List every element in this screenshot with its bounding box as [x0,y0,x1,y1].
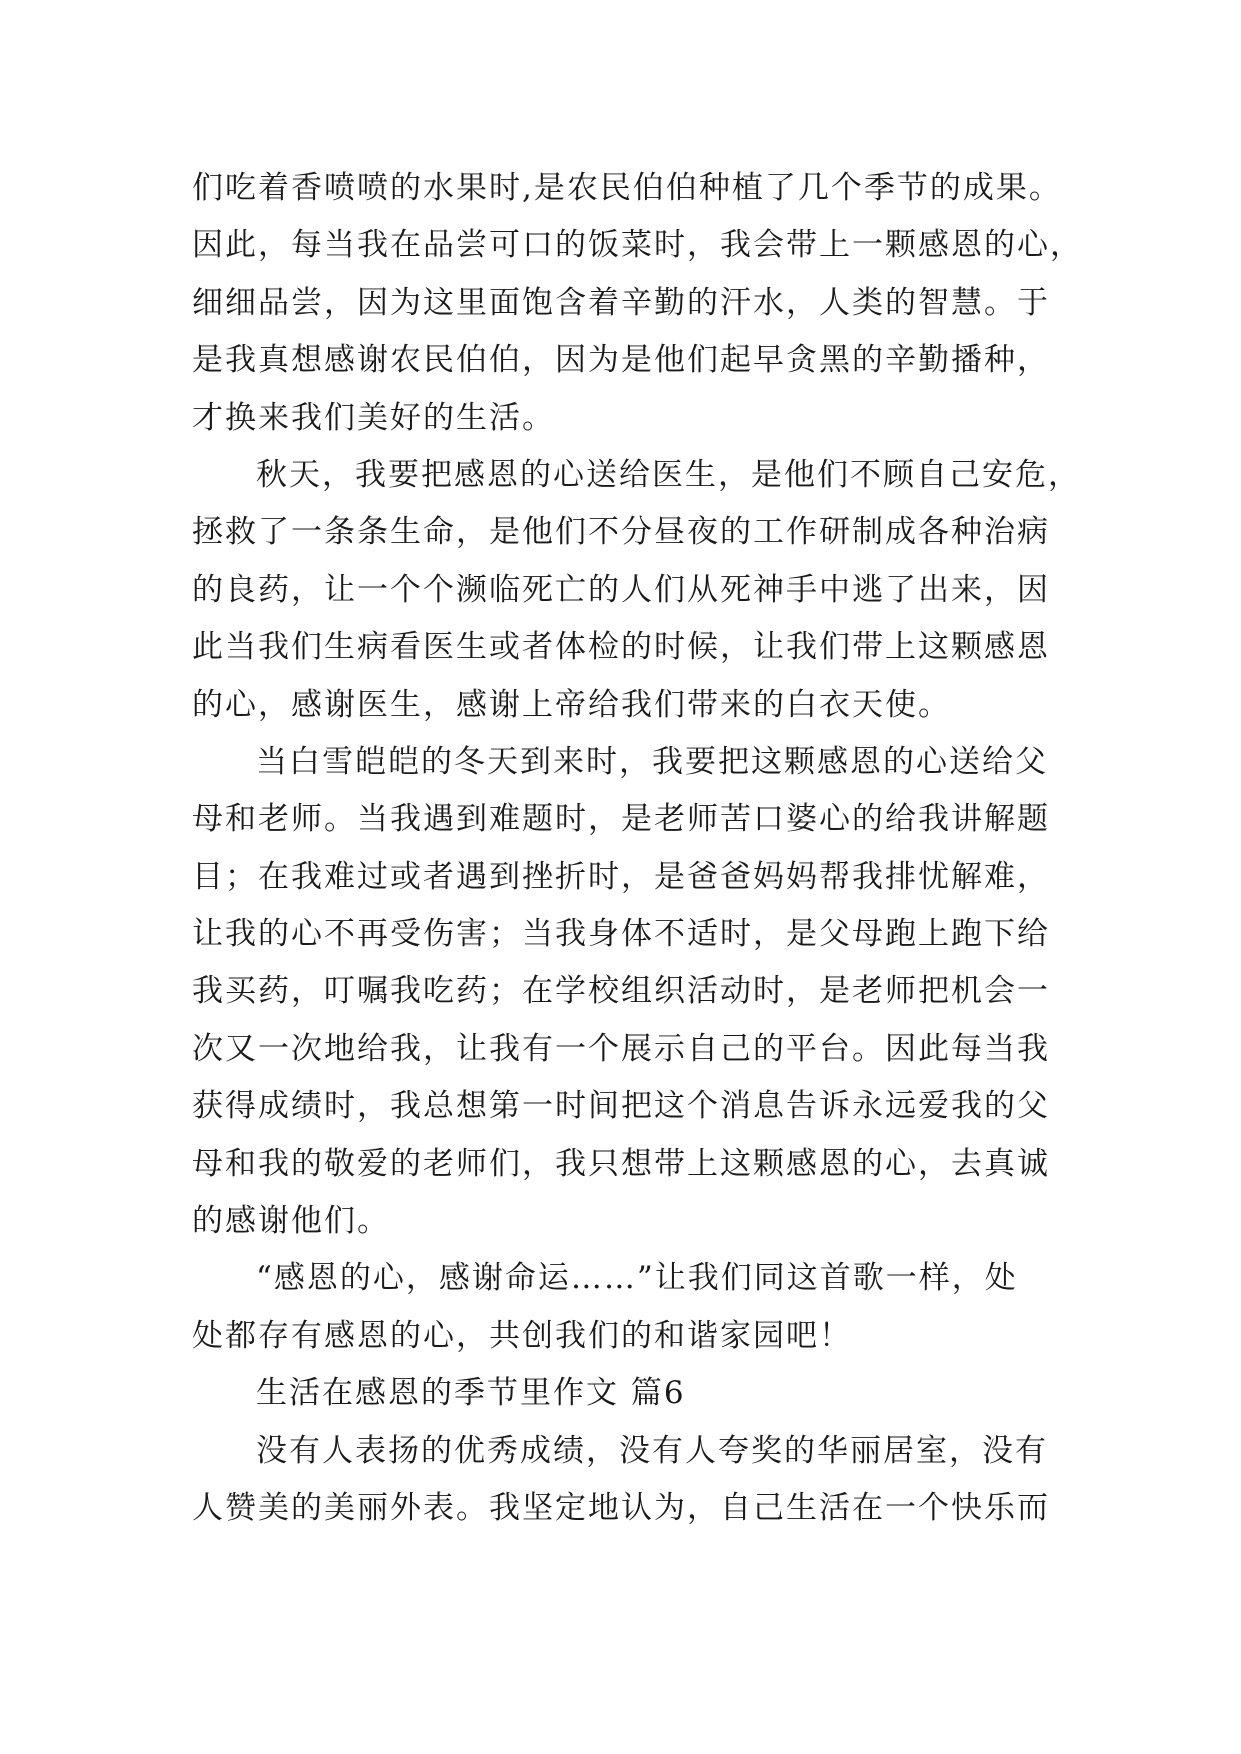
paragraph-first-line: 当白雪皑皑的冬天到来时，我要把这颗感恩的心送给父 [256,743,1048,780]
text-line: 人赞美的美丽外表。我坚定地认为，自己生活在一个快乐而 [192,1489,1050,1526]
text-line: 目；在我难过或者遇到挫折时，是爸爸妈妈帮我排忧解难， [192,858,1050,895]
text-line: 才换来我们美好的生活。 [192,399,555,436]
text-line: 获得成绩时，我总想第一时间把这个消息告诉永远爱我的父 [192,1088,1050,1125]
text-line: 我买药，叮嘱我吃药；在学校组织活动时，是老师把机会一 [192,973,1050,1010]
text-line: 的心，感谢医生，感谢上帝给我们带来的白衣天使。 [192,686,951,723]
text-line: 母和我的敬爱的老师们，我只想带上这颗感恩的心，去真诚 [192,1145,1050,1182]
text-line: 因此，每当我在品尝可口的饭菜时，我会带上一颗感恩的心， [192,227,1083,264]
paragraph-first-line: 没有人表扬的优秀成绩，没有人夸奖的华丽居室，没有 [256,1432,1048,1469]
text-line: 是我真想感谢农民伯伯，因为是他们起早贪黑的辛勤播种， [192,342,1050,379]
text-line: 处都存有感恩的心，共创我们的和谐家园吧！ [192,1317,852,1354]
text-line: 让我的心不再受伤害；当我身体不适时，是父母跑上跑下给 [192,916,1050,953]
section-heading: 生活在感恩的季节里作文 篇6 [256,1375,686,1412]
text-line: 的良药，让一个个濒临死亡的人们从死神手中逃了出来，因 [192,571,1050,608]
essay-body [192,160,1083,1537]
text-line: 的感谢他们。 [192,1203,390,1240]
paragraph-first-line: 秋天，我要把感恩的心送给医生，是他们不顾自己安危， [256,456,1081,493]
text-line: 拯救了一条条生命，是他们不分昼夜的工作研制成各种治病 [192,514,1050,551]
text-line: 次又一次地给我，让我有一个展示自己的平台。因此每当我 [192,1030,1050,1067]
paragraph-first-line: “感恩的心，感谢命运……”让我们同这首歌一样，处 [256,1260,1018,1297]
text-line: 母和老师。当我遇到难题时，是老师苦口婆心的给我讲解题 [192,801,1050,838]
text-line: 此当我们生病看医生或者体检的时候，让我们带上这颗感恩 [192,629,1050,666]
text-line: 细细品尝，因为这里面饱含着辛勤的汗水，人类的智慧。于 [192,284,1050,321]
text-line: 们吃着香喷喷的水果时,是农民伯伯种植了几个季节的成果。 [192,170,1062,206]
